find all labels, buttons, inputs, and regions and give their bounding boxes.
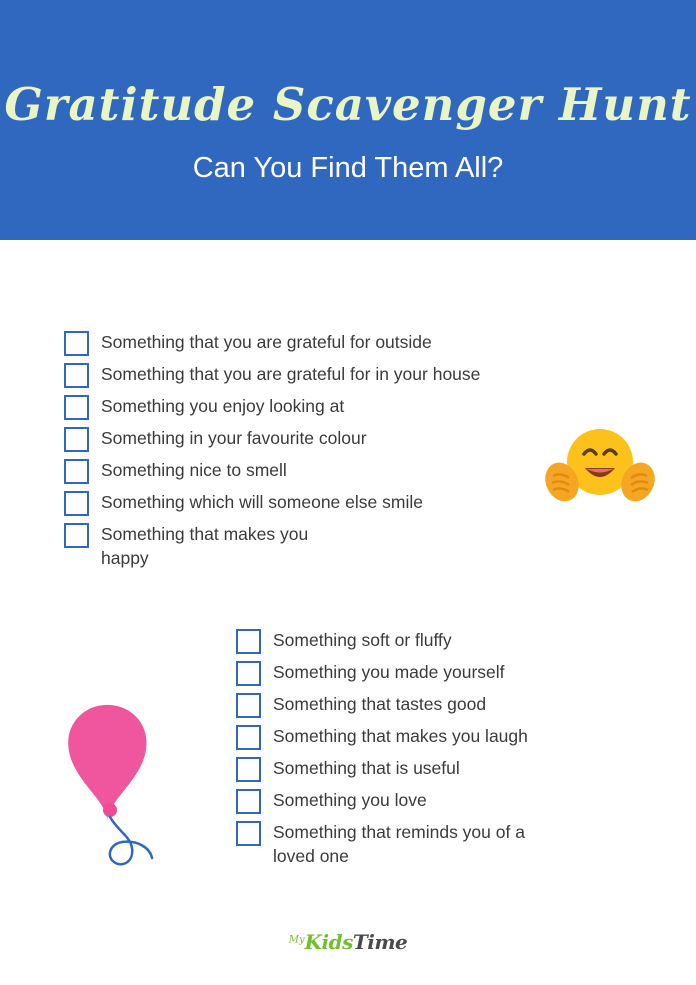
list-item-label: Something you love — [273, 790, 427, 810]
checklist-top — [64, 330, 584, 576]
brand-logo — [0, 930, 696, 954]
list-item[interactable] — [64, 522, 584, 570]
checkbox-icon[interactable] — [64, 331, 89, 356]
checkbox-icon[interactable] — [236, 661, 261, 686]
pink-heart-balloon-icon — [52, 686, 202, 876]
list-item[interactable] — [64, 394, 584, 420]
list-item[interactable] — [64, 490, 584, 516]
list-item-label: Something that reminds you of a loved one — [273, 822, 525, 866]
list-item[interactable] — [236, 724, 666, 750]
list-item-label: Something you enjoy looking at — [101, 396, 345, 416]
list-item-label: Something nice to smell — [101, 460, 287, 480]
checkbox-icon[interactable] — [236, 693, 261, 718]
checkbox-icon[interactable] — [64, 427, 89, 452]
list-item[interactable] — [64, 426, 584, 452]
checkbox-icon[interactable] — [64, 363, 89, 388]
logo-time: Time — [352, 930, 408, 954]
checkbox-icon[interactable] — [236, 789, 261, 814]
list-item-label: Something that you are grateful for outside — [101, 332, 432, 352]
list-item[interactable] — [236, 756, 666, 782]
list-item-label: Something that is useful — [273, 758, 460, 778]
checkbox-icon[interactable] — [236, 629, 261, 654]
list-item-label: Something which will someone else smile — [101, 492, 423, 512]
page-subtitle: Can You Find Them All? — [192, 152, 504, 184]
list-item[interactable] — [64, 362, 584, 388]
list-item[interactable] — [236, 820, 666, 868]
checkbox-icon[interactable] — [236, 757, 261, 782]
checkbox-icon[interactable] — [236, 725, 261, 750]
list-item-label: Something that makes you happy — [101, 524, 309, 568]
list-item[interactable] — [236, 628, 666, 654]
list-item[interactable] — [64, 458, 584, 484]
checkbox-icon[interactable] — [64, 523, 89, 548]
list-item-label: Something that makes you laugh — [273, 726, 528, 746]
checkbox-icon[interactable] — [64, 491, 89, 516]
list-item-label: Something that you are grateful for in your house — [101, 364, 481, 384]
logo-prefix: My — [288, 934, 305, 946]
logo-kids: Kids — [304, 930, 353, 954]
checkbox-icon[interactable] — [236, 821, 261, 846]
list-item-label: Something you made yourself — [273, 662, 505, 682]
list-item[interactable] — [64, 330, 584, 356]
checkbox-icon[interactable] — [64, 395, 89, 420]
smiling-face-with-open-hands-icon — [541, 424, 659, 508]
list-item-label: Something soft or fluffy — [273, 630, 452, 650]
checkbox-icon[interactable] — [64, 459, 89, 484]
list-item-label: Something that tastes good — [273, 694, 487, 714]
header-banner — [0, 0, 696, 240]
list-item-label: Something in your favourite colour — [101, 428, 367, 448]
list-item[interactable] — [236, 660, 666, 686]
list-item[interactable] — [236, 788, 666, 814]
list-item[interactable] — [236, 692, 666, 718]
checklist-bottom — [236, 628, 666, 874]
page-title: Gratitude Scavenger Hunt — [4, 78, 692, 131]
